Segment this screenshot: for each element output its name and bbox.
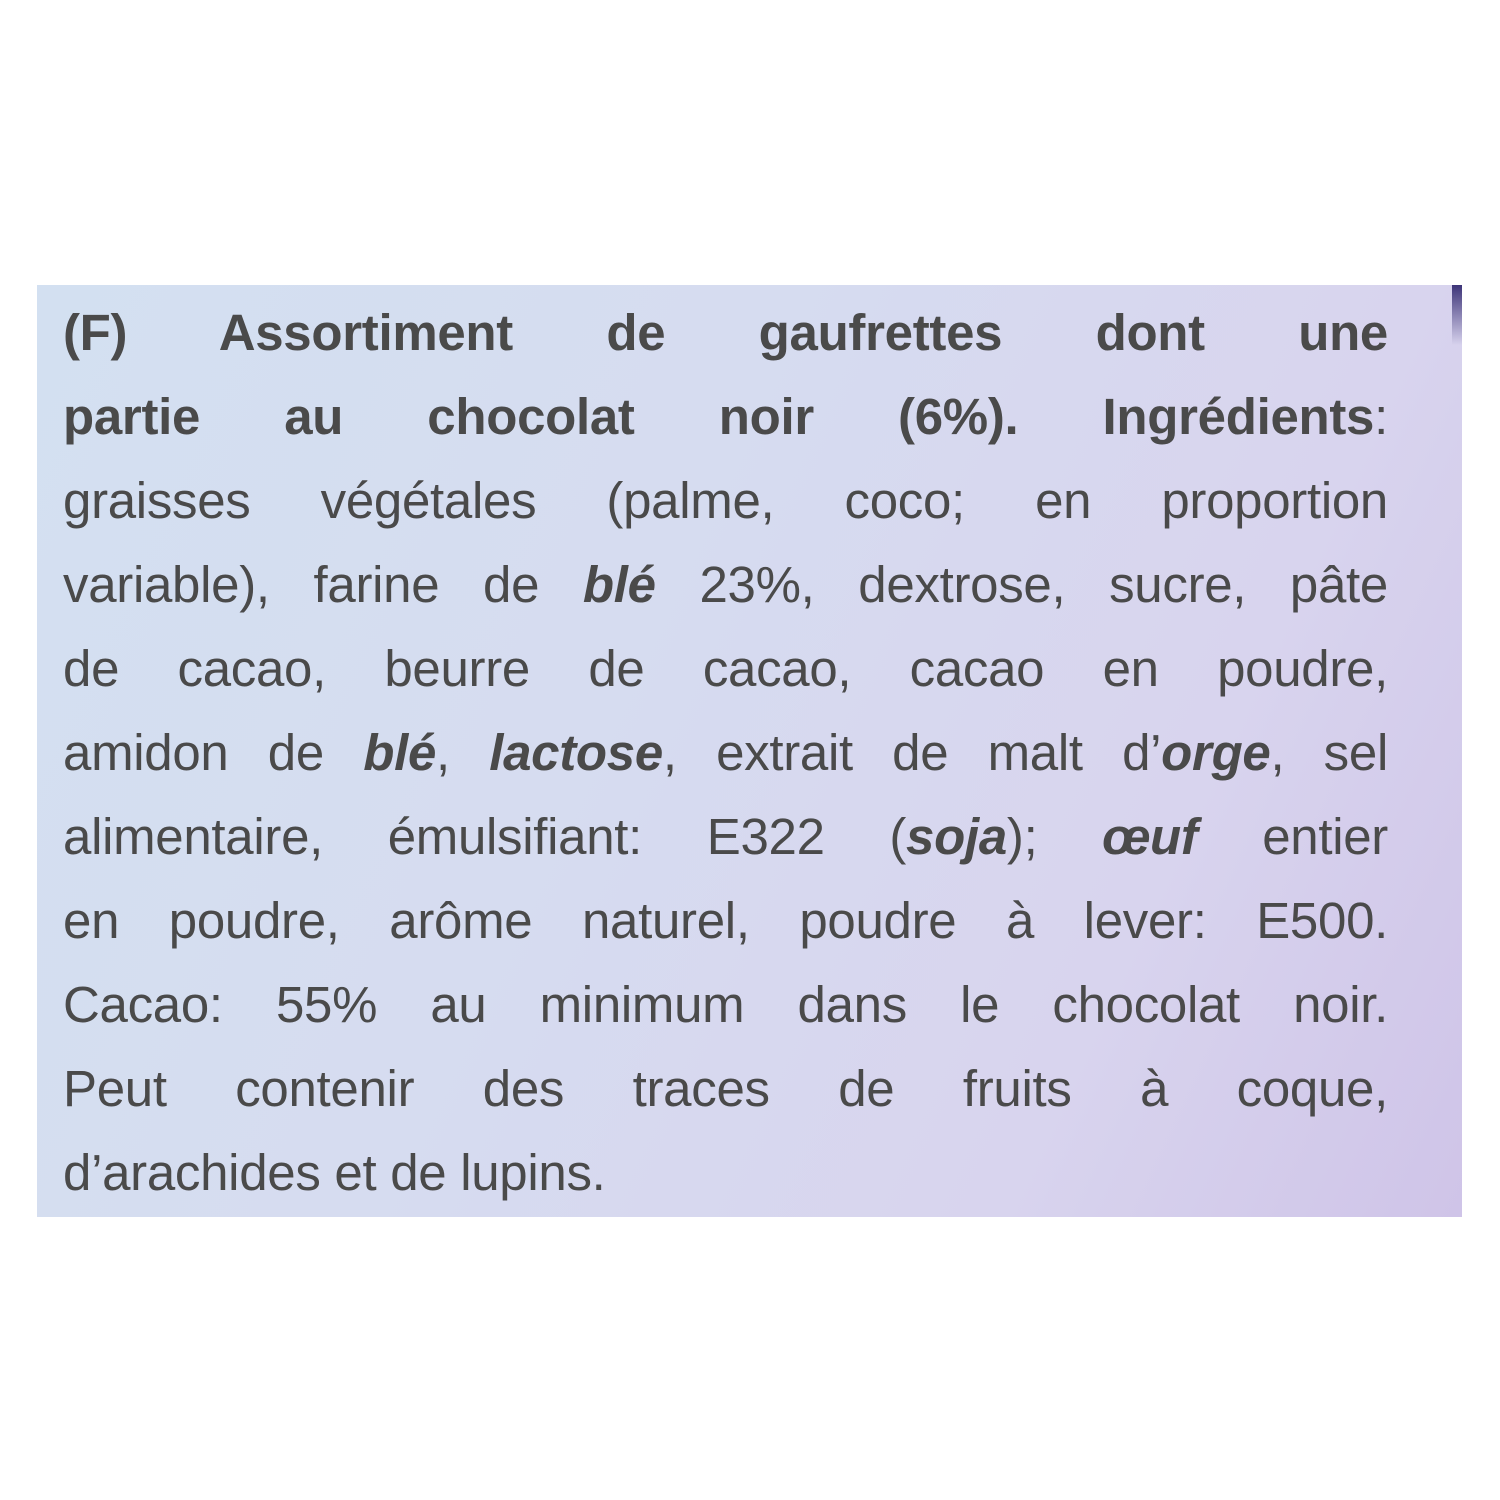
packaging-edge-accent (1452, 285, 1462, 345)
ingredient-text: amidon de (63, 724, 364, 781)
ingredients-line (63, 543, 1388, 627)
ingredients-line (63, 627, 1388, 711)
ingredient-text: variable), farine de (63, 556, 583, 613)
ingredient-text: Peut contenir des traces de fruits à coque, (63, 1060, 1388, 1117)
ingredient-text: graisses végétales (palme, coco; en proportion (63, 472, 1388, 529)
ingredient-text: 23%, dextrose, sucre, pâte (655, 556, 1388, 613)
ingredient-text: , sel (1270, 724, 1388, 781)
ingredient-text: , extrait de malt d’ (662, 724, 1162, 781)
ingredients-line (63, 879, 1388, 963)
ingredient-text: en poudre, arôme naturel, poudre à lever: E500. (63, 892, 1388, 949)
allergen-highlight: blé (582, 556, 656, 613)
ingredients-label-panel (37, 285, 1462, 1217)
ingredient-text: , (436, 724, 490, 781)
ingredients-line (63, 963, 1388, 1047)
ingredient-text: entier (1197, 808, 1388, 865)
product-description-text: partie au chocolat noir (6%). Ingrédients (63, 388, 1375, 445)
ingredients-line (63, 711, 1388, 795)
allergen-highlight: orge (1161, 724, 1271, 781)
ingredients-line (63, 291, 1388, 375)
ingredients-text-block (63, 291, 1388, 1215)
ingredient-text: Cacao: 55% au minimum dans le chocolat noir. (63, 976, 1388, 1033)
product-description-text: (F) Assortiment de gaufrettes dont une (63, 304, 1388, 361)
allergen-highlight: lactose (489, 724, 663, 781)
ingredient-text: alimentaire, émulsifiant: E322 ( (63, 808, 907, 865)
allergen-highlight: soja (906, 808, 1007, 865)
ingredient-text: : (1374, 388, 1388, 445)
ingredient-text: d’arachides et de lupins. (63, 1144, 606, 1201)
ingredients-line (63, 1131, 1388, 1215)
ingredient-text: ); (1006, 808, 1103, 865)
ingredient-text: de cacao, beurre de cacao, cacao en poudre, (63, 640, 1388, 697)
allergen-highlight: œuf (1102, 808, 1198, 865)
ingredients-line (63, 795, 1388, 879)
allergen-highlight: blé (363, 724, 437, 781)
ingredients-line (63, 375, 1388, 459)
ingredients-line (63, 1047, 1388, 1131)
ingredients-line (63, 459, 1388, 543)
